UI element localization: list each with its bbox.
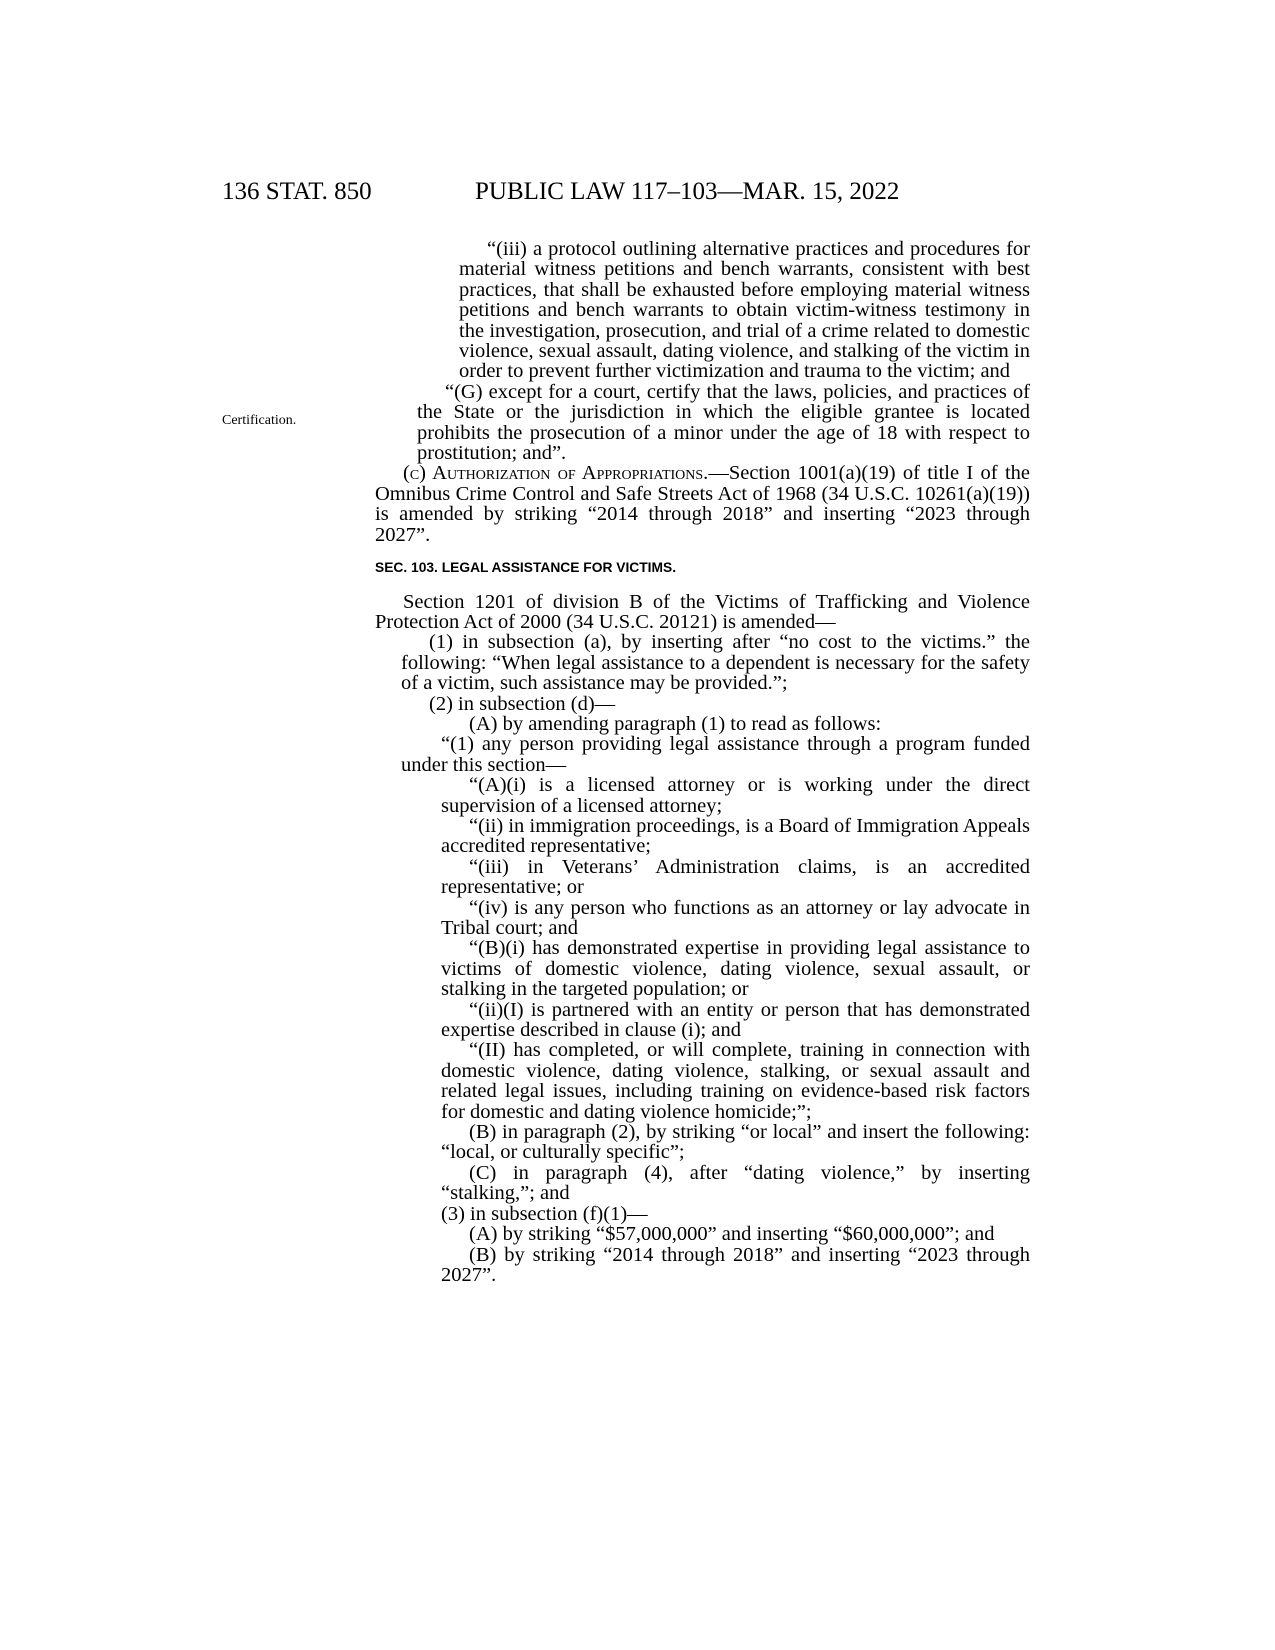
subsection-c-heading: (c) Authorization of Appropriations. bbox=[403, 462, 709, 485]
subsection-c-text: —Section 1001(a)(19) of title I of the Omnibus Crime Control and Safe Streets Act of 1968 (34 U.S.C. 10261(a)(19)) is amended by striking “2014 through 2018” and inserting “2023 through 2027”. bbox=[375, 462, 1030, 546]
clause-ii-immigration: “(ii) in immigration proceedings, is a Board of Immigration Appeals accredited representative; bbox=[441, 814, 1030, 858]
paragraph-2-subsection-d: (2) in subsection (d)— bbox=[429, 692, 616, 715]
clause-iii-protocol: “(iii) a protocol outlining alternative practices and procedures for material witness petitions and bench warrants, consistent with best practices, that shall be exhausted before employing material witness petitions and bench warrants to obtain victim-witness testimony in the investigation, prosecution, and trial of a crime related to domestic violence, sexual assault, dating violence, and stalking of the victim in order to prevent further victimization and trauma to the victim; and bbox=[459, 238, 1030, 383]
section-1201-intro: Section 1201 of division B of the Victims of Trafficking and Violence Protection Act of 2000 (34 U.S.C. 20121) is amended— bbox=[375, 590, 1030, 633]
paragraph-1-subsection-a: (1) in subsection (a), by inserting after “no cost to the victims.” the following: “When legal assistance to a dependent is necessary for the safety of a victim, such assistance may be provided.”; bbox=[401, 631, 1030, 695]
subclause-ii-training: “(II) has completed, or will complete, training in connection with domestic violence, dating violence, stalking, or sexual assault and related legal issues, including training on evidence-based risk factors for domestic and dating violence homicide;”; bbox=[441, 1039, 1030, 1123]
clause-bi-expertise: “(B)(i) has demonstrated expertise in providing legal assistance to victims of domestic violence, dating violence, sexual assault, or stalking in the targeted population; or bbox=[441, 937, 1030, 1001]
subparagraph-g-certify: “(G) except for a court, certify that the laws, policies, and practices of the State or the jurisdiction in which the eligible grantee is located prohibits the prosecution of a minor under the age of 18 with respect to prostitution; and”. bbox=[417, 380, 1030, 465]
subparagraph-3b-striking: (B) by striking “2014 through 2018” and inserting “2023 through 2027”. bbox=[441, 1243, 1030, 1286]
subparagraph-2c-paragraph4: (C) in paragraph (4), after “dating violence,” by inserting “stalking,”; and bbox=[441, 1161, 1030, 1205]
subparagraph-2b-paragraph2: (B) in paragraph (2), by striking “or local” and insert the following: “local, or culturally specific”; bbox=[441, 1121, 1030, 1164]
paragraph-3-subsection-f: (3) in subsection (f)(1)— bbox=[441, 1202, 648, 1225]
clause-iii-veterans: “(iii) in Veterans’ Administration claims, is an accredited representative; or bbox=[441, 855, 1030, 899]
subparagraph-2a-amend: (A) by amending paragraph (1) to read as follows: bbox=[469, 712, 882, 735]
clause-iv-tribal: “(iv) is any person who functions as an attorney or lay advocate in Tribal court; and bbox=[441, 896, 1030, 939]
subsection-c-authorization bbox=[375, 463, 1030, 545]
subparagraph-2a-quote: “(1) any person providing legal assistance through a program funded under this section— bbox=[401, 733, 1030, 776]
document-body bbox=[375, 239, 1030, 1285]
subparagraph-3a-striking: (A) by striking “$57,000,000” and inserting “$60,000,000”; and bbox=[469, 1223, 995, 1246]
page-title: PUBLIC LAW 117–103—MAR. 15, 2022 bbox=[475, 178, 900, 205]
page-reference: 136 STAT. 850 bbox=[222, 178, 372, 205]
clause-iii-partnered: “(ii)(I) is partnered with an entity or person that has demonstrated expertise described in clause (i); and bbox=[441, 998, 1030, 1042]
section-heading: SEC. 103. LEGAL ASSISTANCE FOR VICTIMS. bbox=[375, 560, 677, 576]
margin-note-certification: Certification. bbox=[222, 413, 297, 428]
clause-ai-licensed: “(A)(i) is a licensed attorney or is working under the direct supervision of a licensed attorney; bbox=[441, 774, 1030, 817]
